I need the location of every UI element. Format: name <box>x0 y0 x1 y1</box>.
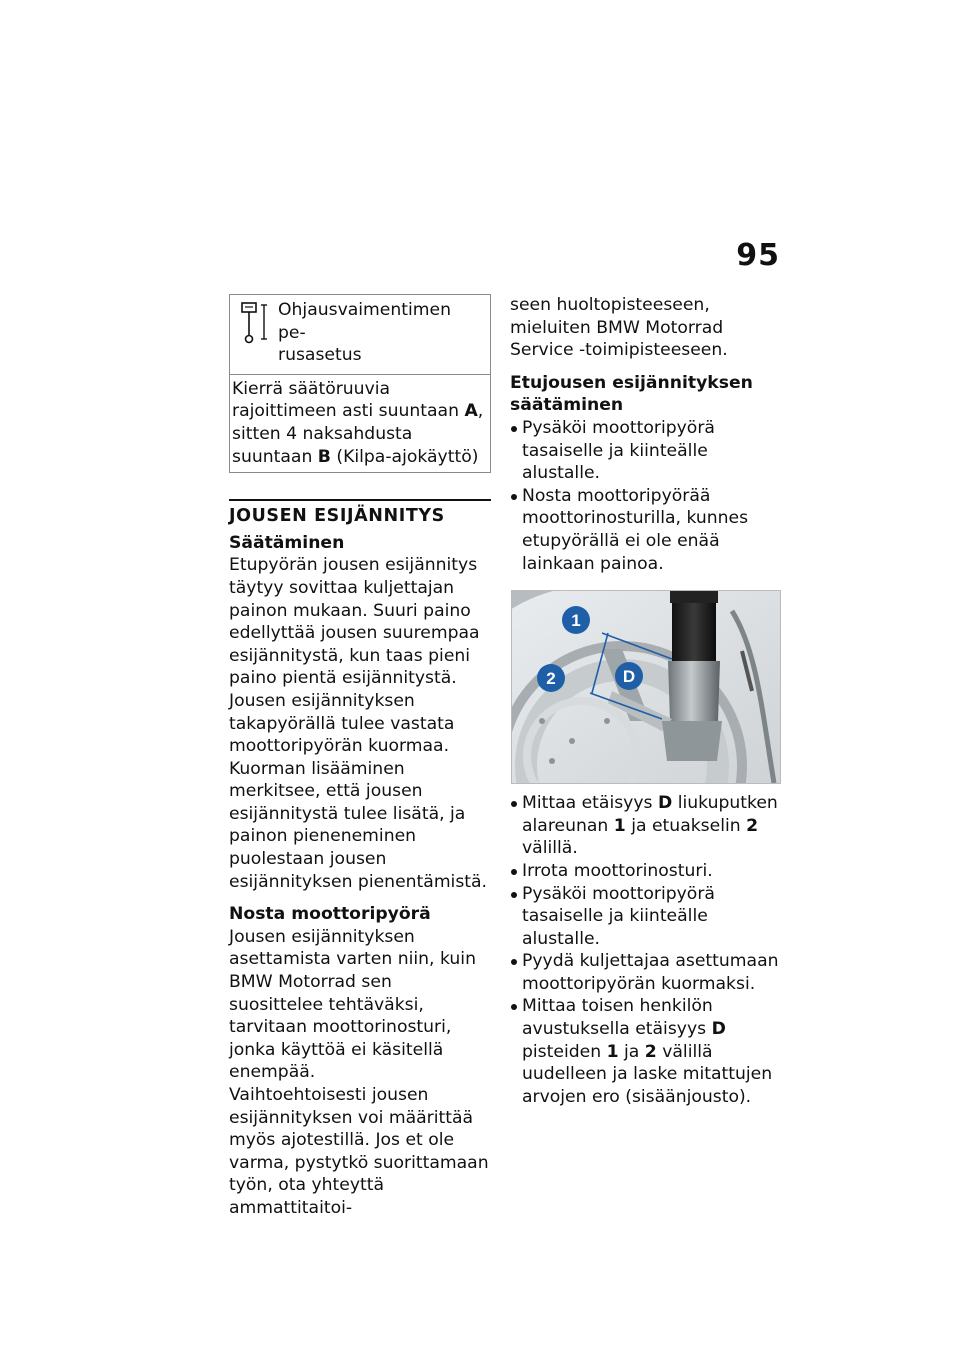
paragraph-1: Etupyörän jousen esijännitys täytyy sovittaa kuljettajan painon mukaan. Suuri paino edellyttää jousen suurempaa esijännitystä, kun taas pieni paino pientä esijännitystä. <box>229 555 480 689</box>
list-item: Pyydä kuljettajaa asettumaan moottoripyörän kuormaksi. <box>510 950 782 995</box>
text: pisteiden <box>522 1041 607 1062</box>
steering-damper-icon <box>238 301 268 345</box>
subheading-front-spring: Etujousen esijännityksen säätäminen <box>510 372 753 416</box>
direction-a: A <box>464 401 478 422</box>
label-1: 1 <box>613 815 626 836</box>
text: liukuputken alareunan <box>522 793 778 836</box>
callout-1 <box>562 606 590 634</box>
page-number: 95 <box>736 238 780 273</box>
paragraph-continued: seen huoltopisteeseen, mieluiten BMW Motorrad Service -toimipisteeseen. <box>510 295 728 361</box>
list-item: Pysäköi moottoripyörä tasaiselle ja kiinteälle alustalle. <box>510 417 782 485</box>
list-item-measure-2 <box>510 995 782 1108</box>
note-box-title-line2: rusasetus <box>278 345 362 366</box>
list-item-measure <box>510 792 782 860</box>
note-box-title-line1: Ohjausvaimentimen pe- <box>278 300 451 343</box>
direction-b: B <box>317 446 331 467</box>
list-item: Irrota moottorinosturi. <box>510 860 782 883</box>
label-2: 2 <box>746 815 759 836</box>
text: Mittaa etäisyys <box>522 793 658 814</box>
paragraph-4: Vaihtoehtoisesti jousen esijännityksen voi määrittää myös ajotestillä. Jos et ole varma, pystytkö suorittamaan työn, ota yhteyttä ammattitaitoi- <box>229 1085 489 1218</box>
steps-list-1 <box>510 417 782 575</box>
fork-image <box>512 591 780 783</box>
callout-2 <box>537 664 565 692</box>
svg-text:2: 2 <box>546 669 556 689</box>
subheading-adjusting: Säätäminen <box>229 532 345 553</box>
section-heading: JOUSEN ESIJÄNNITYS <box>229 499 491 528</box>
note-box-title <box>278 299 484 367</box>
list-item: Pysäköi moottoripyörä tasaiselle ja kiinteälle alustalle. <box>510 883 782 951</box>
callout-d <box>615 662 643 690</box>
paragraph-2: Jousen esijännityksen takapyörällä tulee vastata moottoripyörän kuormaa. Kuorman lisääminen merkitsee, että jousen esijännitystä tulee lisätä, ja painon pieneneminen puolestaan jousen esijännityksen pienentämistä. <box>229 690 488 892</box>
paragraph-3: Jousen esijännityksen asettamista varten niin, kuin BMW Motorrad sen suosittelee tehtäväksi, tarvitaan moottorinosturi, jonka käyttöä ei käsitellä enempää. <box>229 926 476 1083</box>
svg-text:1: 1 <box>571 611 581 631</box>
text: välillä. <box>522 838 578 859</box>
note-box <box>229 294 491 473</box>
subheading-lift: Nosta moottoripyörä <box>229 904 431 925</box>
fork-illustration <box>511 590 781 784</box>
text: ja etuakselin <box>625 815 747 836</box>
right-column <box>510 294 782 1108</box>
steps-list-2 <box>510 792 782 1108</box>
note-box-header <box>230 295 490 375</box>
note-text: Kierrä säätöruuvia rajoittimeen asti suuntaan <box>232 378 465 422</box>
label-d: D <box>657 793 673 814</box>
list-item: Nosta moottoripyörää moottorinosturilla, kunnes etupyörällä ei ole enää lainkaan painoa. <box>510 485 782 575</box>
note-text: (Kilpa-ajokäyttö) <box>330 446 479 467</box>
left-column <box>229 294 491 1220</box>
label-1: 1 <box>606 1041 619 1062</box>
text: ja <box>618 1041 645 1062</box>
note-text: , sitten 4 naksahdusta suuntaan <box>232 401 484 467</box>
text: Mittaa toisen henkilön avustuksella etäisyys <box>522 996 713 1040</box>
text: välillä uudelleen ja laske mitattujen arvojen ero (sisäänjousto). <box>522 1041 773 1107</box>
svg-text:D: D <box>622 667 636 687</box>
label-2: 2 <box>644 1041 657 1062</box>
note-box-body <box>230 375 490 472</box>
label-d: D <box>711 1019 726 1040</box>
